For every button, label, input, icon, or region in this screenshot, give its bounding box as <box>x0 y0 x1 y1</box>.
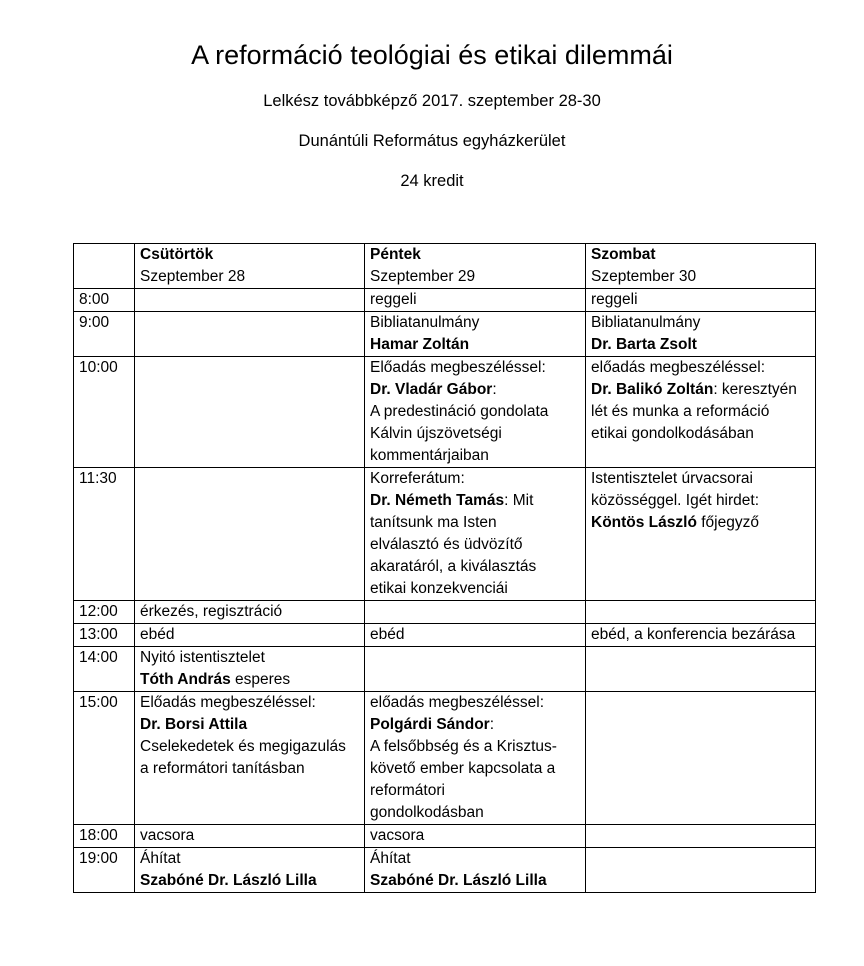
speaker-name: Dr. Vladár Gábor <box>370 381 493 398</box>
speaker-name: Dr. Németh Tamás <box>370 492 505 509</box>
schedule-row <box>74 848 816 893</box>
time-cell: 19:00 <box>74 848 135 893</box>
session-cell <box>586 289 816 312</box>
time-cell: 18:00 <box>74 825 135 848</box>
session-line: Korreferátum: <box>370 470 465 487</box>
day-date: Szeptember 29 <box>370 268 476 285</box>
day-header-cell <box>135 244 365 289</box>
session-cell <box>135 357 365 468</box>
session-cell <box>365 601 586 624</box>
session-line: elválasztó és üdvözítő <box>370 536 523 553</box>
session-line: Istentisztelet úrvacsorai <box>591 470 753 487</box>
session-cell <box>365 357 586 468</box>
schedule-row <box>74 692 816 825</box>
session-line: A felsőbbség és a Krisztus- <box>370 738 557 755</box>
session-cell <box>365 692 586 825</box>
event-subtitle: Lelkész továbbképző 2017. szeptember 28-30 <box>263 92 601 110</box>
time-cell: 11:30 <box>74 468 135 601</box>
day-name: Péntek <box>370 246 421 263</box>
session-line: Köntös László főjegyző <box>591 514 759 531</box>
session-line: a reformátori tanításban <box>140 760 305 777</box>
speaker-name: Dr. Barta Zsolt <box>591 336 697 353</box>
session-line: Kálvin újszövetségi <box>370 425 502 442</box>
time-cell: 15:00 <box>74 692 135 825</box>
schedule-row <box>74 825 816 848</box>
session-cell <box>586 624 816 647</box>
session-line: Előadás megbeszéléssel: <box>140 694 316 711</box>
session-cell <box>135 312 365 357</box>
session-cell <box>586 647 816 692</box>
time-cell: 10:00 <box>74 357 135 468</box>
session-line: érkezés, regisztráció <box>140 603 283 620</box>
session-cell <box>135 289 365 312</box>
session-line: reggeli <box>591 291 638 308</box>
session-line: lét és munka a reformáció <box>591 403 770 420</box>
speaker-name: Polgárdi Sándor <box>370 716 490 733</box>
session-cell <box>135 601 365 624</box>
session-cell <box>586 468 816 601</box>
schedule-row <box>74 624 816 647</box>
time-cell: 12:00 <box>74 601 135 624</box>
header-row <box>74 244 816 289</box>
speaker-name: Tóth András <box>140 671 231 688</box>
session-line: vacsora <box>370 827 425 844</box>
session-line: ebéd <box>140 626 175 643</box>
time-cell: 14:00 <box>74 647 135 692</box>
session-line: Tóth András esperes <box>140 671 291 688</box>
day-date: Szeptember 28 <box>140 268 246 285</box>
session-line: Nyitó istentisztelet <box>140 649 265 666</box>
session-cell <box>135 468 365 601</box>
session-cell <box>135 848 365 893</box>
session-cell <box>586 692 816 825</box>
day-name: Csütörtök <box>140 246 214 263</box>
session-cell <box>135 692 365 825</box>
schedule-row <box>74 289 816 312</box>
session-line: Polgárdi Sándor: <box>370 716 495 733</box>
day-name: Szombat <box>591 246 656 263</box>
session-line: tanítsunk ma Isten <box>370 514 497 531</box>
session-line: akaratáról, a kiválasztás <box>370 558 537 575</box>
session-line: előadás megbeszéléssel: <box>370 694 545 711</box>
session-line: követő ember kapcsolata a <box>370 760 556 777</box>
session-cell <box>586 312 816 357</box>
session-cell <box>586 848 816 893</box>
session-cell <box>586 357 816 468</box>
session-cell <box>586 825 816 848</box>
session-line: gondolkodásban <box>370 804 484 821</box>
session-line: A predestináció gondolata <box>370 403 549 420</box>
organizer-line: Dunántúli Református egyházkerület <box>298 132 566 150</box>
session-cell <box>365 289 586 312</box>
session-cell <box>365 624 586 647</box>
session-line: Áhítat <box>370 850 411 867</box>
session-cell <box>135 624 365 647</box>
time-cell: 8:00 <box>74 289 135 312</box>
session-line <box>591 334 815 356</box>
session-line: reformátori <box>370 782 445 799</box>
session-line: ebéd, a konferencia bezárása <box>591 626 796 643</box>
session-line: Cselekedetek és megigazulás <box>140 738 346 755</box>
session-cell <box>365 848 586 893</box>
session-line: közösséggel. Igét hirdet: <box>591 492 760 509</box>
session-line: etikai konzekvenciái <box>370 580 508 597</box>
session-line: Dr. Balikó Zoltán: keresztyén <box>591 381 797 398</box>
session-cell <box>365 468 586 601</box>
session-line: Előadás megbeszéléssel: <box>370 359 546 376</box>
schedule-row <box>74 312 816 357</box>
time-cell: 13:00 <box>74 624 135 647</box>
time-cell: 9:00 <box>74 312 135 357</box>
session-cell <box>365 647 586 692</box>
speaker-name: Szabóné Dr. László Lilla <box>370 872 547 889</box>
session-line: Dr. Vladár Gábor: <box>370 381 497 398</box>
speaker-name: Szabóné Dr. László Lilla <box>140 872 317 889</box>
day-header-cell <box>586 244 816 289</box>
session-cell <box>365 825 586 848</box>
session-line: Bibliatanulmány <box>591 314 701 331</box>
speaker-name: Dr. Balikó Zoltán <box>591 381 714 398</box>
schedule-row <box>74 468 816 601</box>
session-cell <box>135 825 365 848</box>
session-line: vacsora <box>140 827 195 844</box>
session-cell <box>135 647 365 692</box>
day-date: Szeptember 30 <box>591 268 697 285</box>
session-line: előadás megbeszéléssel: <box>591 359 766 376</box>
session-line: reggeli <box>370 291 417 308</box>
schedule-row <box>74 357 816 468</box>
session-line <box>140 714 364 736</box>
session-line: Áhítat <box>140 850 181 867</box>
session-line: kommentárjaiban <box>370 447 489 464</box>
speaker-name: Hamar Zoltán <box>370 336 470 353</box>
document-title: A reformáció teológiai és etikai dilemmái <box>191 40 673 70</box>
speaker-name: Köntös László <box>591 514 697 531</box>
session-cell <box>365 312 586 357</box>
session-line: etikai gondolkodásában <box>591 425 754 442</box>
schedule-table <box>73 243 816 893</box>
schedule-row <box>74 601 816 624</box>
speaker-name: Dr. Borsi Attila <box>140 716 248 733</box>
session-line: ebéd <box>370 626 405 643</box>
session-cell <box>586 601 816 624</box>
session-line: Dr. Németh Tamás: Mit <box>370 492 534 509</box>
session-line: Bibliatanulmány <box>370 314 480 331</box>
time-header-cell <box>74 244 135 289</box>
day-header-cell <box>365 244 586 289</box>
credits-line: 24 kredit <box>400 172 464 190</box>
schedule-row <box>74 647 816 692</box>
session-line <box>370 334 585 356</box>
